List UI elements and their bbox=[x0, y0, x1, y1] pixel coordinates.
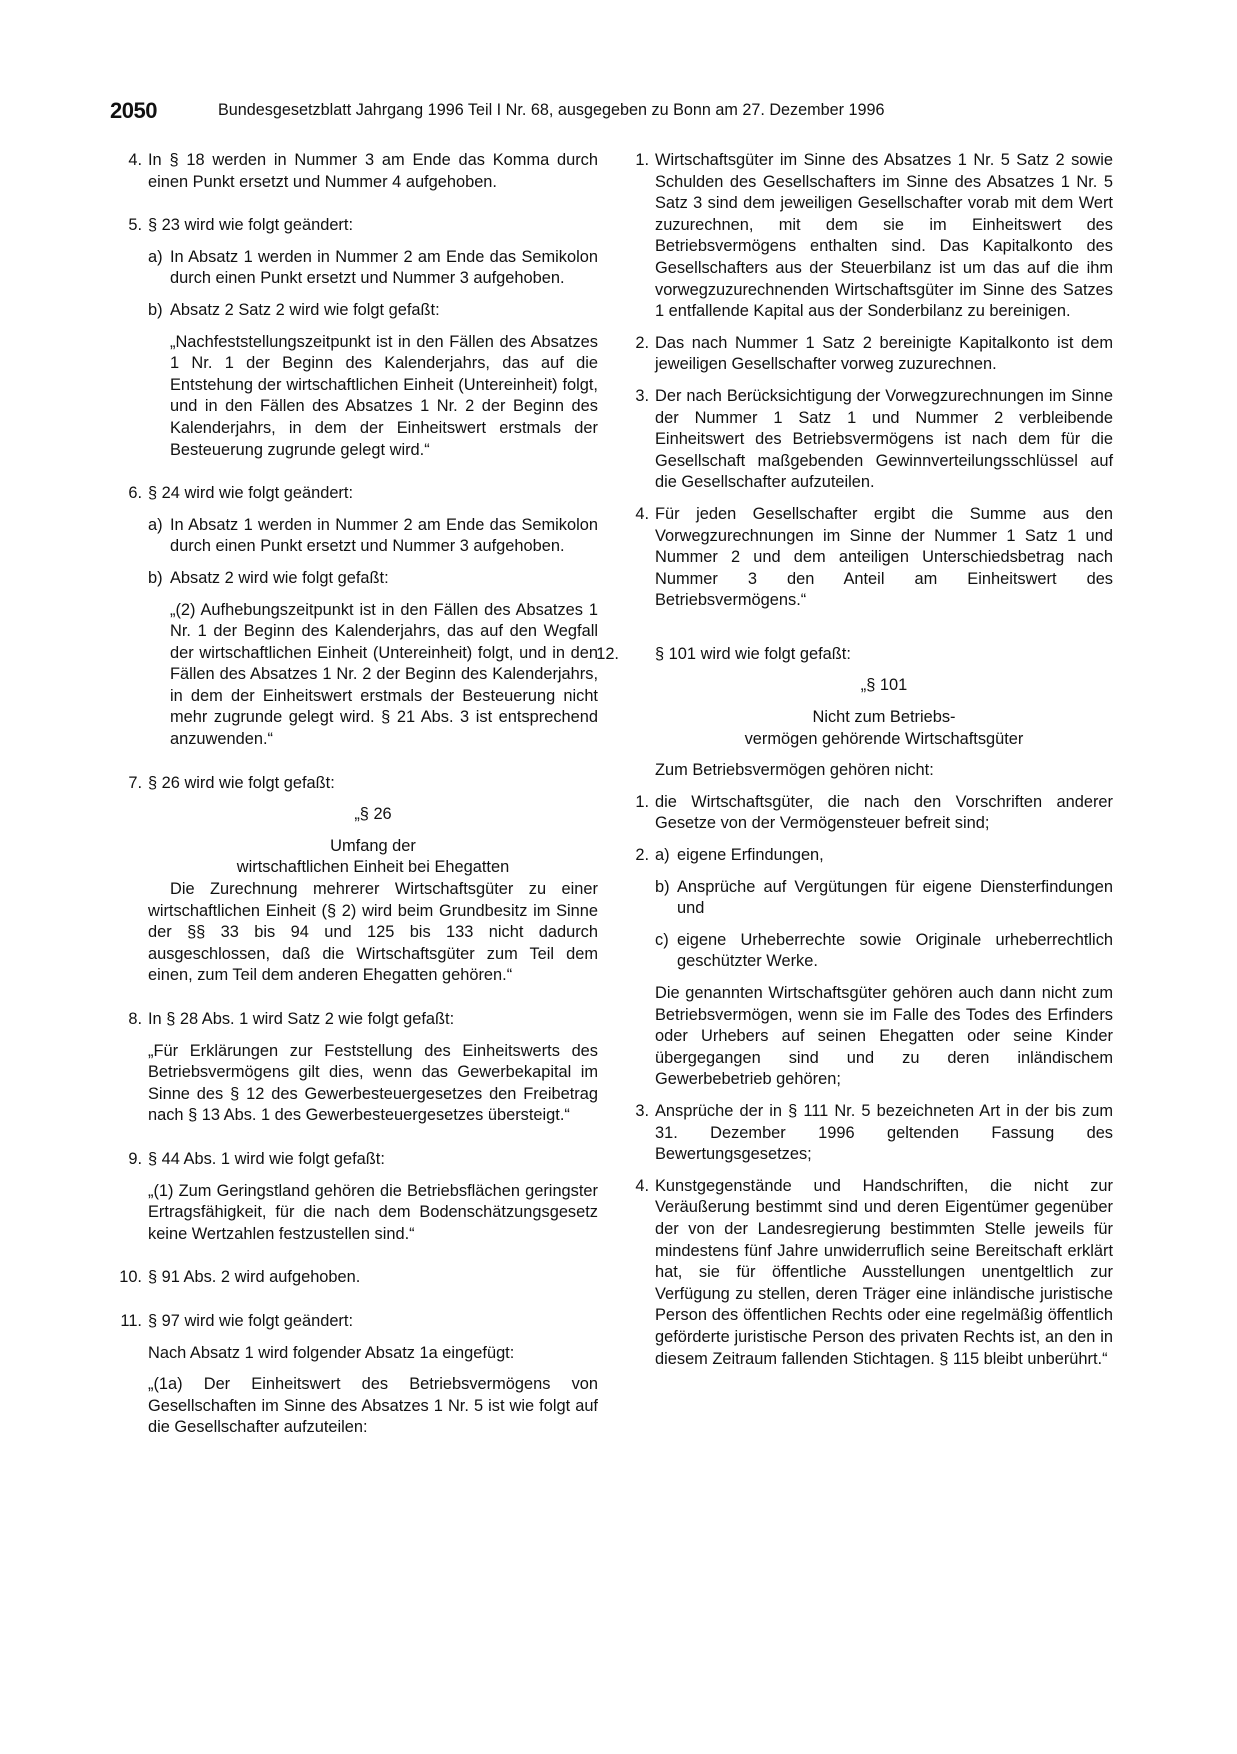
section-intro: Zum Betriebsvermögen gehören nicht: bbox=[655, 761, 934, 780]
list-item-10 bbox=[118, 1267, 598, 1289]
item-number: 1. bbox=[635, 792, 649, 811]
list-item-r2 bbox=[625, 333, 1113, 376]
item-number: 4. bbox=[635, 504, 649, 523]
section-heading-line-1: Umfang der bbox=[330, 836, 416, 855]
sub-item-text: Absatz 2 wird wie folgt gefaßt: bbox=[170, 568, 389, 587]
quoted-text: „Für Erklärungen zur Feststellung des Einheitswerts des Betriebsvermögens gilt dies, wenn das Gewerbekapital im Sinne des § 12 des Gewerbesteuergesetzes den Freibetrag nach § 13 Abs. 1 des Gewerbesteuergesetzes übersteigt.“ bbox=[148, 1041, 598, 1125]
section-body: Die Zurechnung mehrerer Wirtschaftsgüter zu einer wirtschaftlichen Einheit (§ 2) wird beim Grundbesitz im Sinne der §§ 33 bis 94 und 125 bis 133 nicht dadurch ausgeschlossen, daß die Wirtschaftsgüter zum Teil dem einen, zum Teil dem anderen Ehegatten gehören.“ bbox=[148, 880, 598, 985]
item-text: Die genannten Wirtschaftsgüter gehören auch dann nicht zum Betriebsvermögen, wenn sie im Falle des Todes des Erfinders oder Urhebers auf seinen Ehegatten oder seine Kinder übergegangen sind und zu deren inländischem Gewerbebetrieb gehören; bbox=[655, 984, 1113, 1089]
sub-item-letter: a) bbox=[148, 247, 163, 266]
section-number: „§ 101 bbox=[860, 676, 908, 695]
item-text: § 44 Abs. 1 wird wie folgt gefaßt: bbox=[148, 1149, 385, 1168]
sub-item-text: In Absatz 1 werden in Nummer 2 am Ende das Semikolon durch einen Punkt ersetzt und Nummer 3 aufgehoben. bbox=[170, 247, 598, 288]
item-text: Für jeden Gesellschafter ergibt die Summe aus den Vorwegzurechnungen im Sinne der Nummer 1 Satz 1 und Nummer 2 und dem anteiligen Unterschiedsbetrag nach Nummer 3 den Anteil am Einheitswert des Betriebsvermögens.“ bbox=[655, 504, 1113, 610]
section-heading-line-2: wirtschaftlichen Einheit bei Ehegatten bbox=[236, 858, 510, 877]
item-text: § 97 wird wie folgt geändert: bbox=[148, 1311, 354, 1330]
sub-item-text: Absatz 2 Satz 2 wird wie folgt gefaßt: bbox=[170, 300, 440, 319]
list-item-n3 bbox=[625, 1101, 1113, 1166]
instruction-line: Nach Absatz 1 wird folgender Absatz 1a eingefügt: bbox=[148, 1343, 515, 1362]
sub-item-b bbox=[655, 877, 1113, 920]
sub-item-letter: b) bbox=[148, 568, 163, 587]
sub-item-a bbox=[148, 515, 598, 558]
page-header bbox=[110, 98, 1130, 128]
sub-item-letter: b) bbox=[655, 877, 670, 896]
sub-item-letter: c) bbox=[655, 930, 669, 949]
quoted-text: „(1a) Der Einheitswert des Betriebsvermögens von Gesellschaften im Sinne des Absatzes 1 Nr. 5 ist wie folgt auf die Gesellschafter aufzuteilen: bbox=[148, 1375, 598, 1437]
sub-item-b bbox=[148, 568, 598, 751]
list-item-n1 bbox=[625, 792, 1113, 835]
sub-item-text: In Absatz 1 werden in Nummer 2 am Ende das Semikolon durch einen Punkt ersetzt und Nummer 3 aufgehoben. bbox=[170, 515, 598, 556]
list-item-r3 bbox=[625, 386, 1113, 494]
item-text: § 23 wird wie folgt geändert: bbox=[148, 216, 354, 235]
item-number: 11. bbox=[120, 1311, 142, 1330]
sub-item-letter: b) bbox=[148, 300, 163, 319]
item-number: 7. bbox=[128, 773, 142, 792]
item-text: § 26 wird wie folgt gefaßt: bbox=[148, 773, 335, 792]
list-item-11 bbox=[118, 1311, 598, 1439]
page-number: 2050 bbox=[110, 98, 157, 123]
item-text: § 24 wird wie folgt geändert: bbox=[148, 484, 354, 503]
item-number: 2. bbox=[635, 333, 649, 352]
left-column bbox=[118, 150, 598, 1439]
list-item-9 bbox=[118, 1149, 598, 1245]
list-item-5 bbox=[118, 215, 598, 461]
sub-item-letter: a) bbox=[655, 846, 670, 865]
right-column bbox=[596, 150, 1113, 1370]
item-text: die Wirtschaftsgüter, die nach den Vorschriften anderer Gesetze von der Vermögensteuer befreit sind; bbox=[655, 792, 1113, 833]
sub-item-c bbox=[655, 930, 1113, 973]
sub-item-letter: a) bbox=[148, 515, 163, 534]
item-text: Der nach Berücksichtigung der Vorwegzurechnungen im Sinne der Nummer 1 Satz 1 und Nummer 2 verbleibende Einheitswert des Betriebsvermögens ist nach dem für die Gesellschaft maßgebenden Gewinnverteilungsschlüssel auf die Gesellschafter aufzuteilen. bbox=[655, 386, 1113, 492]
item-number: 8. bbox=[128, 1010, 142, 1028]
section-heading-line-1: Nicht zum Betriebs- bbox=[812, 708, 956, 727]
sub-item-a bbox=[148, 247, 598, 290]
list-item-4 bbox=[118, 150, 598, 193]
item-number: 2. bbox=[635, 846, 649, 865]
item-number: 6. bbox=[128, 484, 142, 503]
item-number: 3. bbox=[635, 386, 649, 405]
list-item-7 bbox=[118, 773, 598, 987]
item-number: 12. bbox=[596, 644, 619, 663]
item-text: In § 28 Abs. 1 wird Satz 2 wie folgt gefaßt: bbox=[148, 1010, 455, 1028]
section-heading-line-2: vermögen gehörende Wirtschaftsgüter bbox=[744, 729, 1024, 748]
sub-item-text: eigene Erfindungen, bbox=[677, 846, 824, 865]
section-number: „§ 26 bbox=[354, 805, 392, 824]
sub-item-b bbox=[148, 300, 598, 461]
item-number: 1. bbox=[635, 151, 649, 169]
item-number: 9. bbox=[128, 1149, 142, 1168]
sub-item-a bbox=[655, 845, 1113, 867]
quoted-text: „(1) Zum Geringstland gehören die Betriebsflächen geringster Ertragsfähigkeit, für die nach dem Bodenschätzungsgesetz keine Wertzahlen festzustellen sind.“ bbox=[148, 1181, 598, 1243]
item-text: § 91 Abs. 2 wird aufgehoben. bbox=[148, 1268, 361, 1287]
item-number: 10. bbox=[119, 1268, 142, 1287]
item-text: § 101 wird wie folgt gefaßt: bbox=[655, 644, 851, 663]
item-text: Wirtschaftsgüter im Sinne des Absatzes 1 Nr. 5 Satz 2 sowie Schulden des Gesellschafters im Sinne des Absatzes 1 Nr. 5 Satz 3 sind dem jeweiligen Gesellschafter vorab mit dem Wert zuzurechnen, mit dem sie im Einheitswert des Betriebsvermögens enthalten sind. Das Kapitalkonto des Gesellschafters aus der Steuerbilanz ist um das auf die ihm vorwegzuzurechnenden Wirtschaftsgüter im Sinne des Satzes 1 entfallende Kapital aus der Sonderbilanz zu bereinigen. bbox=[655, 151, 1113, 321]
list-item-12 bbox=[595, 644, 1113, 782]
quoted-text: „Nachfeststellungszeitpunkt ist in den Fällen des Absatzes 1 Nr. 1 der Beginn des Kalenderjahrs, das auf die Entstehung der wirtschaftlichen Einheit (Untereinheit) folgt, und in den Fällen des Absatzes 1 Nr. 2 der Beginn des Kalenderjahrs, in dem der Einheitswert erstmals der Besteuerung zugrunde gelegt wird.“ bbox=[170, 332, 598, 459]
list-item-r4 bbox=[625, 504, 1113, 612]
list-item-r1 bbox=[625, 150, 1113, 323]
quoted-text: „(2) Aufhebungszeitpunkt ist in den Fällen des Absatzes 1 Nr. 1 der Beginn des Kalenderjahrs, das auf den Wegfall der wirtschaftlichen Einheit (Untereinheit) folgt, und in den Fällen des Absatzes 1 Nr. 2 der Beginn des Kalenderjahrs, in dem der Einheitswert erstmals der Besteuerung nicht mehr zugrunde gelegt wird. § 21 Abs. 3 ist entsprechend anzuwenden.“ bbox=[170, 600, 598, 749]
item-number: 3. bbox=[635, 1101, 649, 1120]
sub-item-text: eigene Urheberrechte sowie Originale urheberrechtlich geschützter Werke. bbox=[677, 930, 1113, 971]
item-number: 4. bbox=[128, 151, 142, 169]
sub-item-text: Ansprüche auf Vergütungen für eigene Diensterfindungen und bbox=[677, 877, 1113, 918]
running-header: Bundesgesetzblatt Jahrgang 1996 Teil I Nr. 68, ausgegeben zu Bonn am 27. Dezember 1996 bbox=[218, 101, 885, 119]
list-item-n2 bbox=[625, 845, 1113, 1091]
item-number: 4. bbox=[635, 1176, 649, 1195]
list-item-8 bbox=[118, 1009, 598, 1127]
item-text: In § 18 werden in Nummer 3 am Ende das Komma durch einen Punkt ersetzt und Nummer 4 aufgehoben. bbox=[148, 151, 598, 191]
item-text: Ansprüche der in § 111 Nr. 5 bezeichneten Art in der bis zum 31. Dezember 1996 geltenden Fassung des Bewertungsgesetzes; bbox=[655, 1101, 1113, 1164]
item-number: 5. bbox=[128, 216, 142, 235]
item-text: Kunstgegenstände und Handschriften, die nicht zur Veräußerung bestimmt sind und deren Eigentümer gegenüber der von der Landesregierung bestimmten Stelle jeweils für mindestens fünf Jahre unwiderruflich seine Bereitschaft erklärt hat, sie für öffentliche Ausstellungen unentgeltlich zur Verfügung zu stellen, deren Träger eine inländische juristische Person des öffentlichen Rechts oder eine regelmäßig öffentlich geförderte juristische Person des privaten Rechts ist, an den in diesem Zeitraum fallenden Stichtagen. § 115 bleibt unberührt.“ bbox=[655, 1176, 1113, 1368]
list-item-n4 bbox=[625, 1176, 1113, 1370]
list-item-6 bbox=[118, 483, 598, 751]
item-text: Das nach Nummer 1 Satz 2 bereinigte Kapitalkonto ist dem jeweiligen Gesellschafter vorweg zuzurechnen. bbox=[655, 333, 1113, 374]
